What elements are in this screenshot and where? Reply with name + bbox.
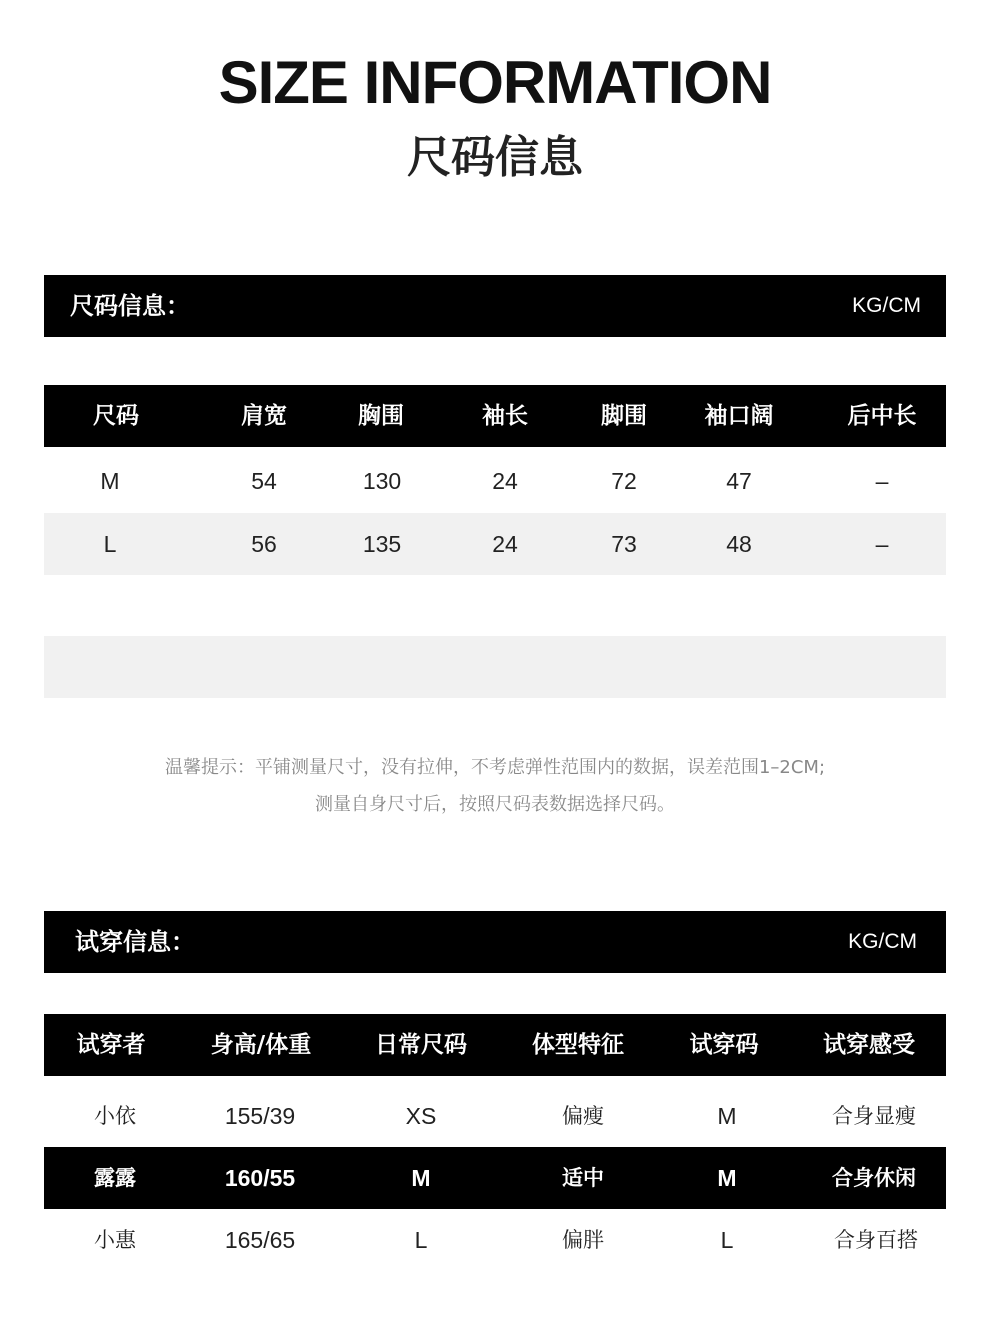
- size-cell: 54: [251, 468, 277, 494]
- tryon-cell: XS: [405, 1103, 437, 1129]
- size-table-row: [44, 513, 946, 575]
- size-header-cell: 后中长: [847, 403, 917, 429]
- size-cell: M: [100, 468, 120, 494]
- size-header-cell: 袖口阔: [704, 403, 774, 429]
- size-header-cell: 胸围: [358, 403, 404, 429]
- tryon-cell: 偏胖: [562, 1228, 604, 1252]
- tryon-cell: 小惠: [94, 1228, 136, 1252]
- tryon-table-row: [44, 1085, 946, 1147]
- tryon-header-cell: 试穿码: [689, 1032, 759, 1058]
- tryon-cell: 适中: [562, 1166, 604, 1190]
- tryon-header-cell: 日常尺码: [375, 1032, 467, 1058]
- size-cell: 24: [492, 531, 518, 557]
- tryon-cell: 偏瘦: [562, 1104, 604, 1128]
- tryon-header-cell: 试穿感受: [823, 1032, 915, 1058]
- size-header-cell: 肩宽: [241, 403, 287, 429]
- size-header-cell: 尺码: [93, 403, 139, 429]
- tryon-header-cell: 试穿者: [76, 1032, 146, 1058]
- size-cell: 47: [726, 468, 752, 494]
- tryon-cell: L: [414, 1227, 428, 1253]
- size-section-label: 尺码信息：: [70, 292, 190, 320]
- size-header-cell: 袖长: [482, 403, 528, 429]
- tryon-section-unit: KG/CM: [848, 930, 917, 953]
- page-title-en: SIZE INFORMATION: [218, 49, 772, 116]
- tryon-cell: 合身显瘦: [832, 1104, 916, 1128]
- tryon-cell: L: [720, 1227, 734, 1253]
- size-table-header: [44, 385, 946, 447]
- tryon-header-cell: 体型特征: [532, 1032, 624, 1058]
- size-cell: 56: [251, 531, 277, 557]
- size-cell: 72: [611, 468, 637, 494]
- tip-line-2: 测量自身尺寸后，按照尺码表数据选择尺码。: [315, 794, 675, 815]
- size-cell: 135: [362, 531, 402, 557]
- tryon-table-row: [44, 1209, 946, 1271]
- tryon-cell: M: [717, 1165, 737, 1191]
- tryon-cell: 165/65: [224, 1227, 296, 1253]
- tryon-cell: M: [411, 1165, 431, 1191]
- size-table-empty-row: [44, 636, 946, 698]
- size-cell: 73: [611, 531, 637, 557]
- tryon-cell: 合身休闲: [832, 1166, 916, 1190]
- size-table-row: [44, 450, 946, 512]
- size-header-cell: 脚围: [601, 403, 647, 429]
- tryon-cell: 合身百搭: [834, 1228, 918, 1252]
- tryon-cell: M: [717, 1103, 737, 1129]
- tryon-table-row: [44, 1147, 946, 1209]
- size-cell: 48: [726, 531, 752, 557]
- tryon-cell: 160/55: [224, 1165, 296, 1191]
- tryon-cell: 155/39: [224, 1103, 296, 1129]
- tip-line-1: 温馨提示：平铺测量尺寸，没有拉伸，不考虑弹性范围内的数据，误差范围1–2CM;: [164, 757, 826, 778]
- size-section-bar: [44, 275, 946, 337]
- tryon-section-bar: [44, 911, 946, 973]
- size-section-unit: KG/CM: [852, 294, 921, 317]
- tryon-cell: 露露: [94, 1166, 136, 1190]
- size-cell: –: [875, 531, 889, 557]
- size-cell: 130: [362, 468, 402, 494]
- tryon-cell: 小依: [94, 1104, 136, 1128]
- size-cell: –: [875, 468, 889, 494]
- tryon-table-header: [44, 1014, 946, 1076]
- size-cell: L: [103, 531, 117, 557]
- page-title-cn: 尺码信息: [407, 132, 583, 183]
- tryon-header-cell: 身高/体重: [210, 1032, 312, 1058]
- tryon-section-label: 试穿信息：: [75, 928, 195, 956]
- size-cell: 24: [492, 468, 518, 494]
